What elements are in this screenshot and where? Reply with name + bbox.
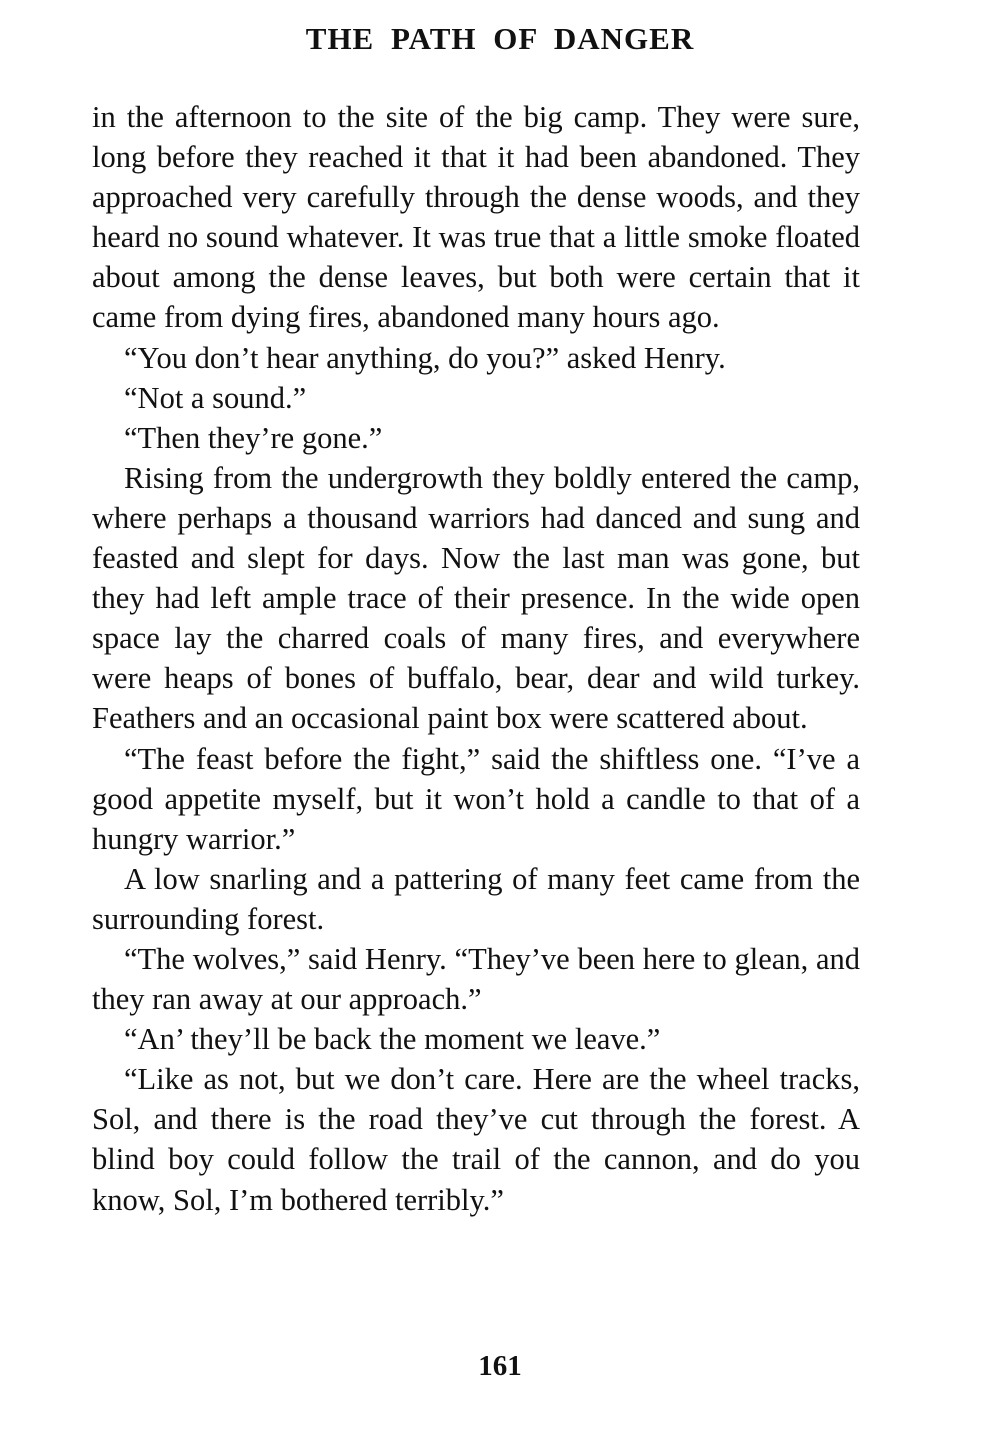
paragraph: “Then they’re gone.” [124, 420, 383, 455]
paragraph: A low snarling and a pattering of many feet came from the surrounding forest. [92, 861, 860, 936]
body-text [92, 97, 860, 1220]
paragraph: “Like as not, but we don’t care. Here are the wheel tracks, Sol, and there is the road they’ve cut through the forest. A blind boy could follow the trail of the cannon, and do you know, Sol, I’m bothered terribly.” [92, 1062, 860, 1217]
running-head: THE PATH OF DANGER [305, 21, 695, 56]
page-number: 161 [478, 1350, 522, 1382]
paragraph: “You don’t hear anything, do you?” asked Henry. [124, 340, 726, 375]
paragraph: “The feast before the fight,” said the shiftless one. “I’ve a good appetite myself, but it won’t hold a candle to that of a hungry warrior.” [92, 741, 860, 856]
paragraph: “An’ they’ll be back the moment we leave.” [124, 1022, 661, 1057]
paragraph: Rising from the undergrowth they boldly entered the camp, where perhaps a thousand warriors had danced and sung and feasted and slept for days. Now the last man was gone, but they had left ample trace of their presence. In the wide open space lay the charred coals of many fires, and everywhere were heaps of bones of buffalo, bear, dear and wild turkey. Feathers and an occasional paint box were scattered about. [92, 460, 860, 736]
paragraph: “The wolves,” said Henry. “They’ve been here to glean, and they ran away at our approach.” [92, 941, 860, 1017]
paragraph: “Not a sound.” [124, 380, 307, 415]
paragraph-continuation: in the afternoon to the site of the big camp. They were sure, long before they reached it that it had been abandoned. They approached very carefully through the dense woods, and they heard no sound whatever. It was true that a little smoke floated about among the dense leaves, but both were certain that it came from dying fires, abandoned many hours ago. [92, 100, 860, 335]
